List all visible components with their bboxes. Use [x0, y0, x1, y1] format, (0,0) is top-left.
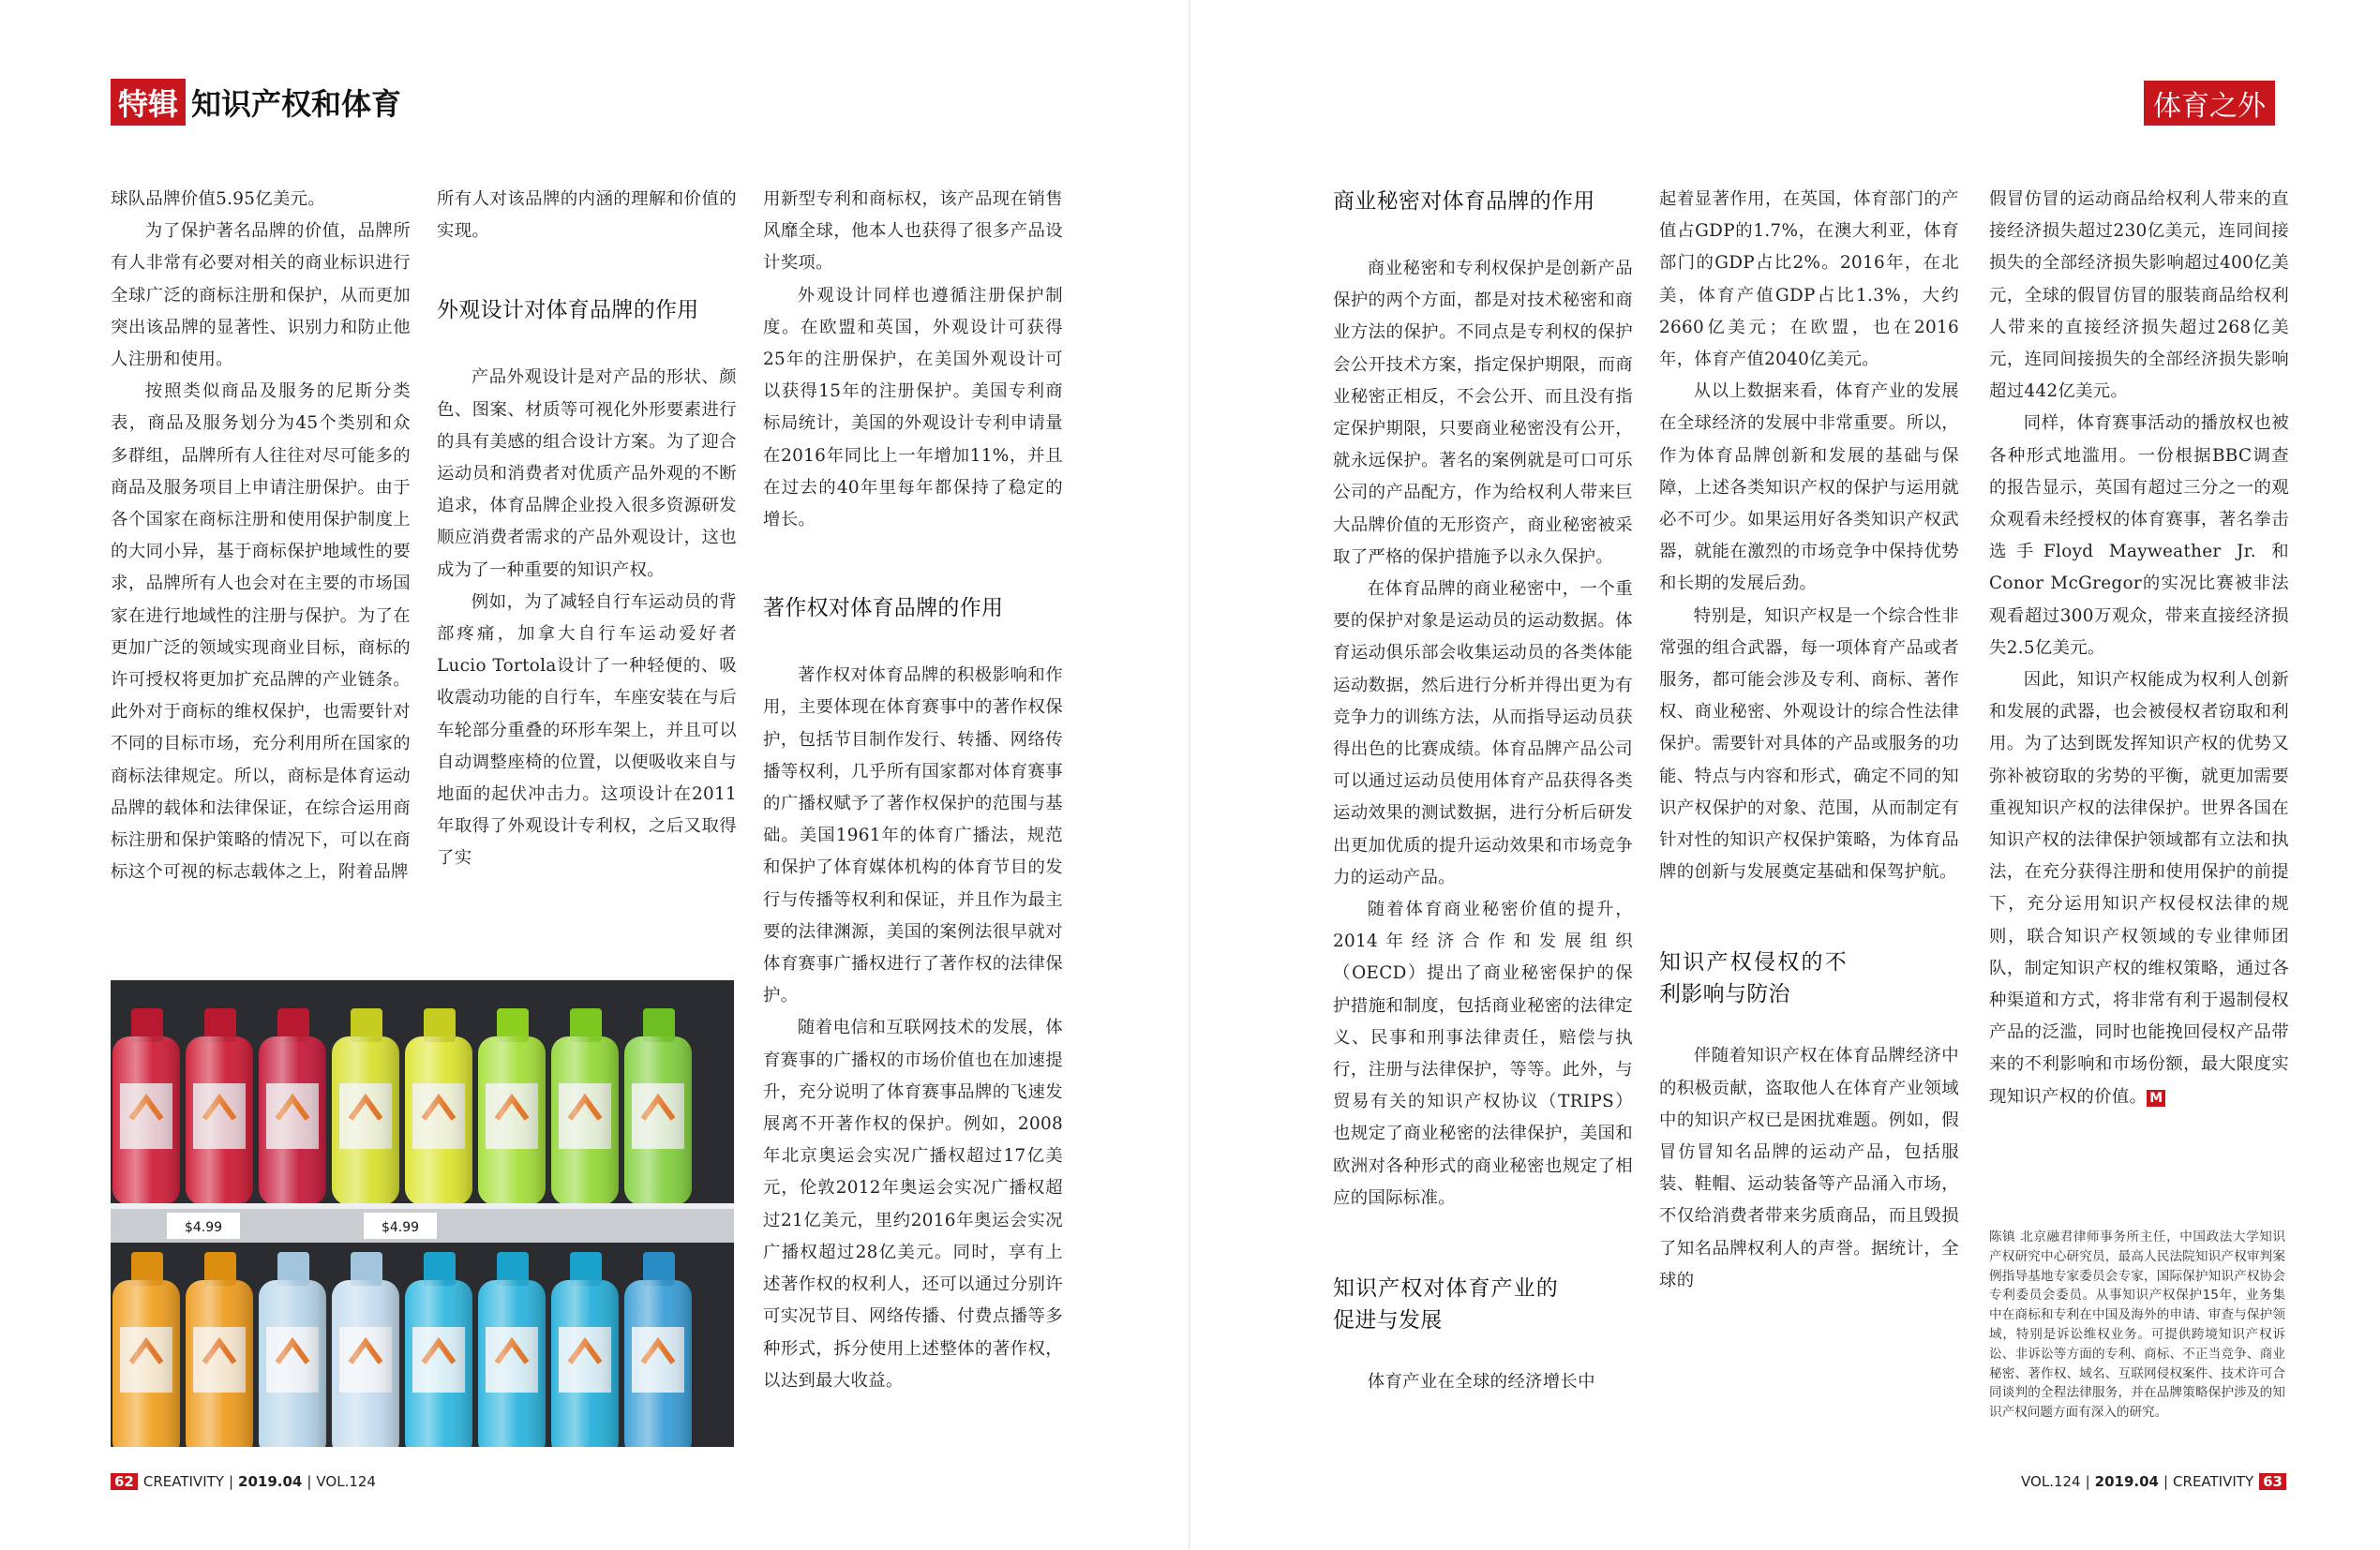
paragraph: 体育产业在全球的经济增长中 — [1367, 1372, 1595, 1393]
right-column-1 — [1333, 184, 1633, 1398]
page-footer: 62 CREATIVITY | 2019.04 | VOL.124 — [111, 1473, 376, 1490]
feature-title: 知识产权和体育 — [191, 86, 402, 122]
page-footer: VOL.124 | 2019.04 | CREATIVITY 63 — [2021, 1473, 2286, 1490]
section-heading: 著作权对体育品牌的作用 — [763, 596, 1004, 621]
left-column-1 — [111, 184, 411, 888]
paragraph: 用新型专利和商标权，该产品现在销售风靡全球，他本人也获得了很多产品设计奖项。 — [763, 189, 1063, 274]
right-column-2 — [1659, 184, 1959, 1297]
end-mark-icon: M — [2147, 1090, 2165, 1107]
paragraph — [1989, 664, 2289, 1113]
paragraph: 特别是，知识产权是一个综合性非常强的组合武器，每一项体育产品或者服务，都可能会涉及专利、商标、著作权、商业秘密、外观设计的综合性法律保护。需要针对具体的产品或服务的功能、特点与内容和形式，确定不同的知识产权保护的对象、范围，从而制定有针对性的知识产权保护策略，为体育品牌的创新与发展奠定基础和保驾护航。 — [1659, 605, 1959, 883]
paragraph: 从以上数据来看，体育产业的发展在全球经济的发展中非常重要。所以，作为体育品牌创新和发展的基础与保障，上述各类知识产权的保护与运用就必不可少。如果运用好各类知识产权武器，就能在激烈的市场竞争中保持优势和长期的发展后劲。 — [1659, 381, 1959, 594]
paragraph: 随着电信和互联网技术的发展，体育赛事的广播权的市场价值也在加速提升，充分说明了体育赛事品牌的飞速发展离不开著作权的保护。例如，2008年北京奥运会实况广播权超过17亿美元，伦敦2012年奥运会实况广播权超过21亿美元，里约2016年奥运会实况广播权超过28亿美元。同时，享有上述著作权的权利人，还可以通过分别许可实况节目、网络传播、付费点播等多种形式，拆分使用上述整体的著作权，以达到最大收益。 — [763, 1018, 1063, 1391]
paragraph: 例如，为了减轻自行车运动员的背部疼痛，加拿大自行车运动爱好者Lucio Tortola设计了一种轻便的、吸收震动功能的自行车，车座安装在与后车轮部分重叠的环形车架上，并且可以自动调整座椅的位置，以便吸收来自与地面的起伏冲击力。这项设计在2011年取得了外观设计专利权，之后又取得了实 — [437, 591, 737, 869]
author-bio: 陈镇 北京融君律师事务所主任，中国政法大学知识产权研究中心研究员，最高人民法院知识产权审判案例指导基地专家委员会专家，国际保护知识产权协会专利委员会委员。从事知识产权保护15年，业务集中在商标和专利在中国及海外的申请、审查与保护领域，特别是诉讼维权业务。可提供跨境知识产权诉讼、非诉讼等方面的专利、商标、不正当竞争、商业秘密、著作权、域名、互联网侵权案件、技术许可合同谈判的全程法律服务，并在品牌策略保护涉及的知识产权问题方面有深入的研究。 — [1989, 1230, 2285, 1421]
section-tag: 体育之外 — [2144, 81, 2275, 126]
paragraph: 为了保护著名品牌的价值，品牌所有人非常有必要对相关的商业标识进行全球广泛的商标注册和保护，从而更加突出该品牌的显著性、识别力和防止他人注册和使用。 — [111, 221, 411, 370]
price-tag — [167, 1213, 240, 1239]
magazine-name: CREATIVITY — [2173, 1473, 2254, 1490]
section-heading: 知识产权侵权的不利影响与防治 — [1659, 950, 1847, 1007]
paragraph: 起着显著作用，在英国，体育部门的产值占GDP的1.7%，在澳大利亚，体育部门的GDP占比2%。2016年，在北美，体育产值GDP占比1.3%，大约2660亿美元；在欧盟，也在2016年，体育产值2040亿美元。 — [1659, 189, 1959, 370]
paragraph: 伴随着知识产权在体育品牌经济中的积极贡献，盗取他人在体育产业领域中的知识产权已是困扰难题。例如，假冒仿冒知名品牌的运动产品，包括服装、鞋帽、运动装备等产品涌入市场，不仅给消费者带来劣质商品，而且毁损了知名品牌权利人的声誉。据统计，全球的 — [1659, 1046, 1959, 1290]
feature-header — [111, 79, 401, 126]
price-tag-text: $4.99 — [184, 1220, 223, 1235]
paragraph: 球队品牌价值5.95亿美元。 — [111, 189, 326, 209]
paragraph: 著作权对体育品牌的积极影响和作用，主要体现在体育赛事中的著作权保护，包括节目制作发行、转播、网络传播等权利，几乎所有国家都对体育赛事的广播权赋予了著作权保护的范围与基础。美国1961年的体育广播法，规范和保护了体育媒体机构的体育节目的发行与传播等权利和保证，并且作为最主要的法律渊源，美国的案例法很早就对体育赛事广播权进行了著作权的法律保护。 — [763, 665, 1063, 1006]
volume: VOL.124 — [2021, 1473, 2081, 1490]
page-number: 62 — [111, 1473, 138, 1490]
sports-drink-shelf-photo — [111, 980, 734, 1447]
section-heading: 外观设计对体育品牌的作用 — [437, 298, 699, 323]
section-heading: 商业秘密对体育品牌的作用 — [1333, 189, 1595, 214]
paragraph: 在体育品牌的商业秘密中，一个重要的保护对象是运动员的运动数据。体育运动俱乐部会收集运动员的各类体能运动数据，然后进行分析并得出更为有竞争力的训练方法，从而指导运动员获得出色的比赛成绩。体育品牌产品公司可以通过运动员使用体育产品获得各类运动效果的测试数据，进行分析后研发出更加优质的提升运动效果和市场竞争力的运动产品。 — [1333, 579, 1633, 887]
paragraph-text: 因此，知识产权能成为权利人创新和发展的武器，也会被侵权者窃取和利用。为了达到既发挥知识产权的优势又弥补被窃取的劣势的平衡，就更加需要重视知识产权的法律保护。世界各国在知识产权的法律保护领域都有立法和执法，在充分获得注册和使用保护的前提下，充分运用知识产权侵权法律的规则，联合知识产权领域的专业律师团队，制定知识产权的维权策略，通过各种渠道和方式，将非常有利于遏制侵权产品的泛滥，同时也能挽回侵权产品带来的不利影响和市场份额，最大限度实现知识产权的价值。 — [1989, 670, 2289, 1107]
feature-tag: 特辑 — [111, 79, 186, 126]
section-heading: 知识产权对体育产业的促进与发展 — [1333, 1276, 1558, 1334]
paragraph: 外观设计同样也遵循注册保护制度。在欧盟和英国，外观设计可获得25年的注册保护，在美国外观设计可以获得15年的注册保护。美国专利商标局统计，美国的外观设计专利申请量在2016年同比上一年增加11%，并且在过去的40年里每年都保持了稳定的增长。 — [763, 285, 1063, 530]
issue-date: 2019.04 — [2094, 1473, 2159, 1490]
bottle-shelf-illustration — [111, 980, 734, 1447]
paragraph: 随着体育商业秘密价值的提升，2014年经济合作和发展组织（OECD）提出了商业秘密保护的保护措施和制度，包括商业秘密的法律定义、民事和刑事法律责任，赔偿与执行，注册与法律保护，等等。此外，与贸易有关的知识产权协议（TRIPS）也规定了商业秘密的法律保护，美国和欧洲对各种形式的商业秘密也规定了相应的国际标准。 — [1333, 900, 1633, 1208]
paragraph: 按照类似商品及服务的尼斯分类表，商品及服务划分为45个类别和众多群组，品牌所有人往往对尽可能多的商品及服务项目上申请注册保护。由于各个国家在商标注册和使用保护制度上的大同小异，基于商标保护地域性的要求，品牌所有人也会对在主要的市场国家在进行地域性的注册与保护。为了在更加广泛的领域实现商业目标，商标的许可授权将更加扩充品牌的产业链条。此外对于商标的维权保护，也需要针对不同的目标市场，充分利用所在国家的商标法律规定。所以，商标是体育运动品牌的载体和法律保证，在综合运用商标注册和保护策略的情况下，可以在商标这个可视的标志载体之上，附着品牌 — [111, 381, 411, 883]
price-tag-text: $4.99 — [381, 1220, 420, 1235]
page-number: 63 — [2259, 1473, 2286, 1490]
left-column-3 — [763, 184, 1063, 1397]
magazine-name: CREATIVITY — [142, 1473, 224, 1490]
price-tag — [364, 1213, 437, 1239]
issue-date: 2019.04 — [238, 1473, 303, 1490]
paragraph: 产品外观设计是对产品的形状、颜色、图案、材质等可视化外形要素进行的具有美感的组合设计方案。为了迎合运动员和消费者对优质产品外观的不断追求，体育品牌企业投入很多资源研发顺应消费者需求的产品外观设计，这也成为了一种重要的知识产权。 — [437, 367, 737, 580]
paragraph: 所有人对该品牌的内涵的理解和价值的实现。 — [437, 189, 737, 242]
paragraph: 假冒仿冒的运动商品给权利人带来的直接经济损失超过230亿美元，连同间接损失的全部经济损失影响超过400亿美元，全球的假冒仿冒的服装商品给权利人带来的直接经济损失超过268亿美元，连同间接损失的全部经济损失影响超过442亿美元。 — [1989, 189, 2289, 402]
right-column-3 — [1989, 184, 2289, 1113]
paragraph: 同样，体育赛事活动的播放权也被各种形式地滥用。一份根据BBC调查的报告显示，英国有超过三分之一的观众观看未经授权的体育赛事，著名拳击选手Floyd Mayweather Jr. 和Conor McGregor的实况比赛被非法观看超过300万观众，带来直接经济损失2.5亿美元。 — [1989, 413, 2289, 658]
paragraph: 商业秘密和专利权保护是创新产品保护的两个方面，都是对技术秘密和商业方法的保护。不同点是专利权的保护会公开技术方案，指定保护期限，而商业秘密正相反，不会公开、而且没有指定保护期限，只要商业秘密没有公开，就永远保护。著名的案例就是可口可乐公司的产品配方，作为给权利人带来巨大品牌价值的无形资产，商业秘密被采取了严格的保护措施予以永久保护。 — [1333, 259, 1633, 567]
volume: VOL.124 — [316, 1473, 376, 1490]
left-column-2 — [437, 184, 737, 875]
